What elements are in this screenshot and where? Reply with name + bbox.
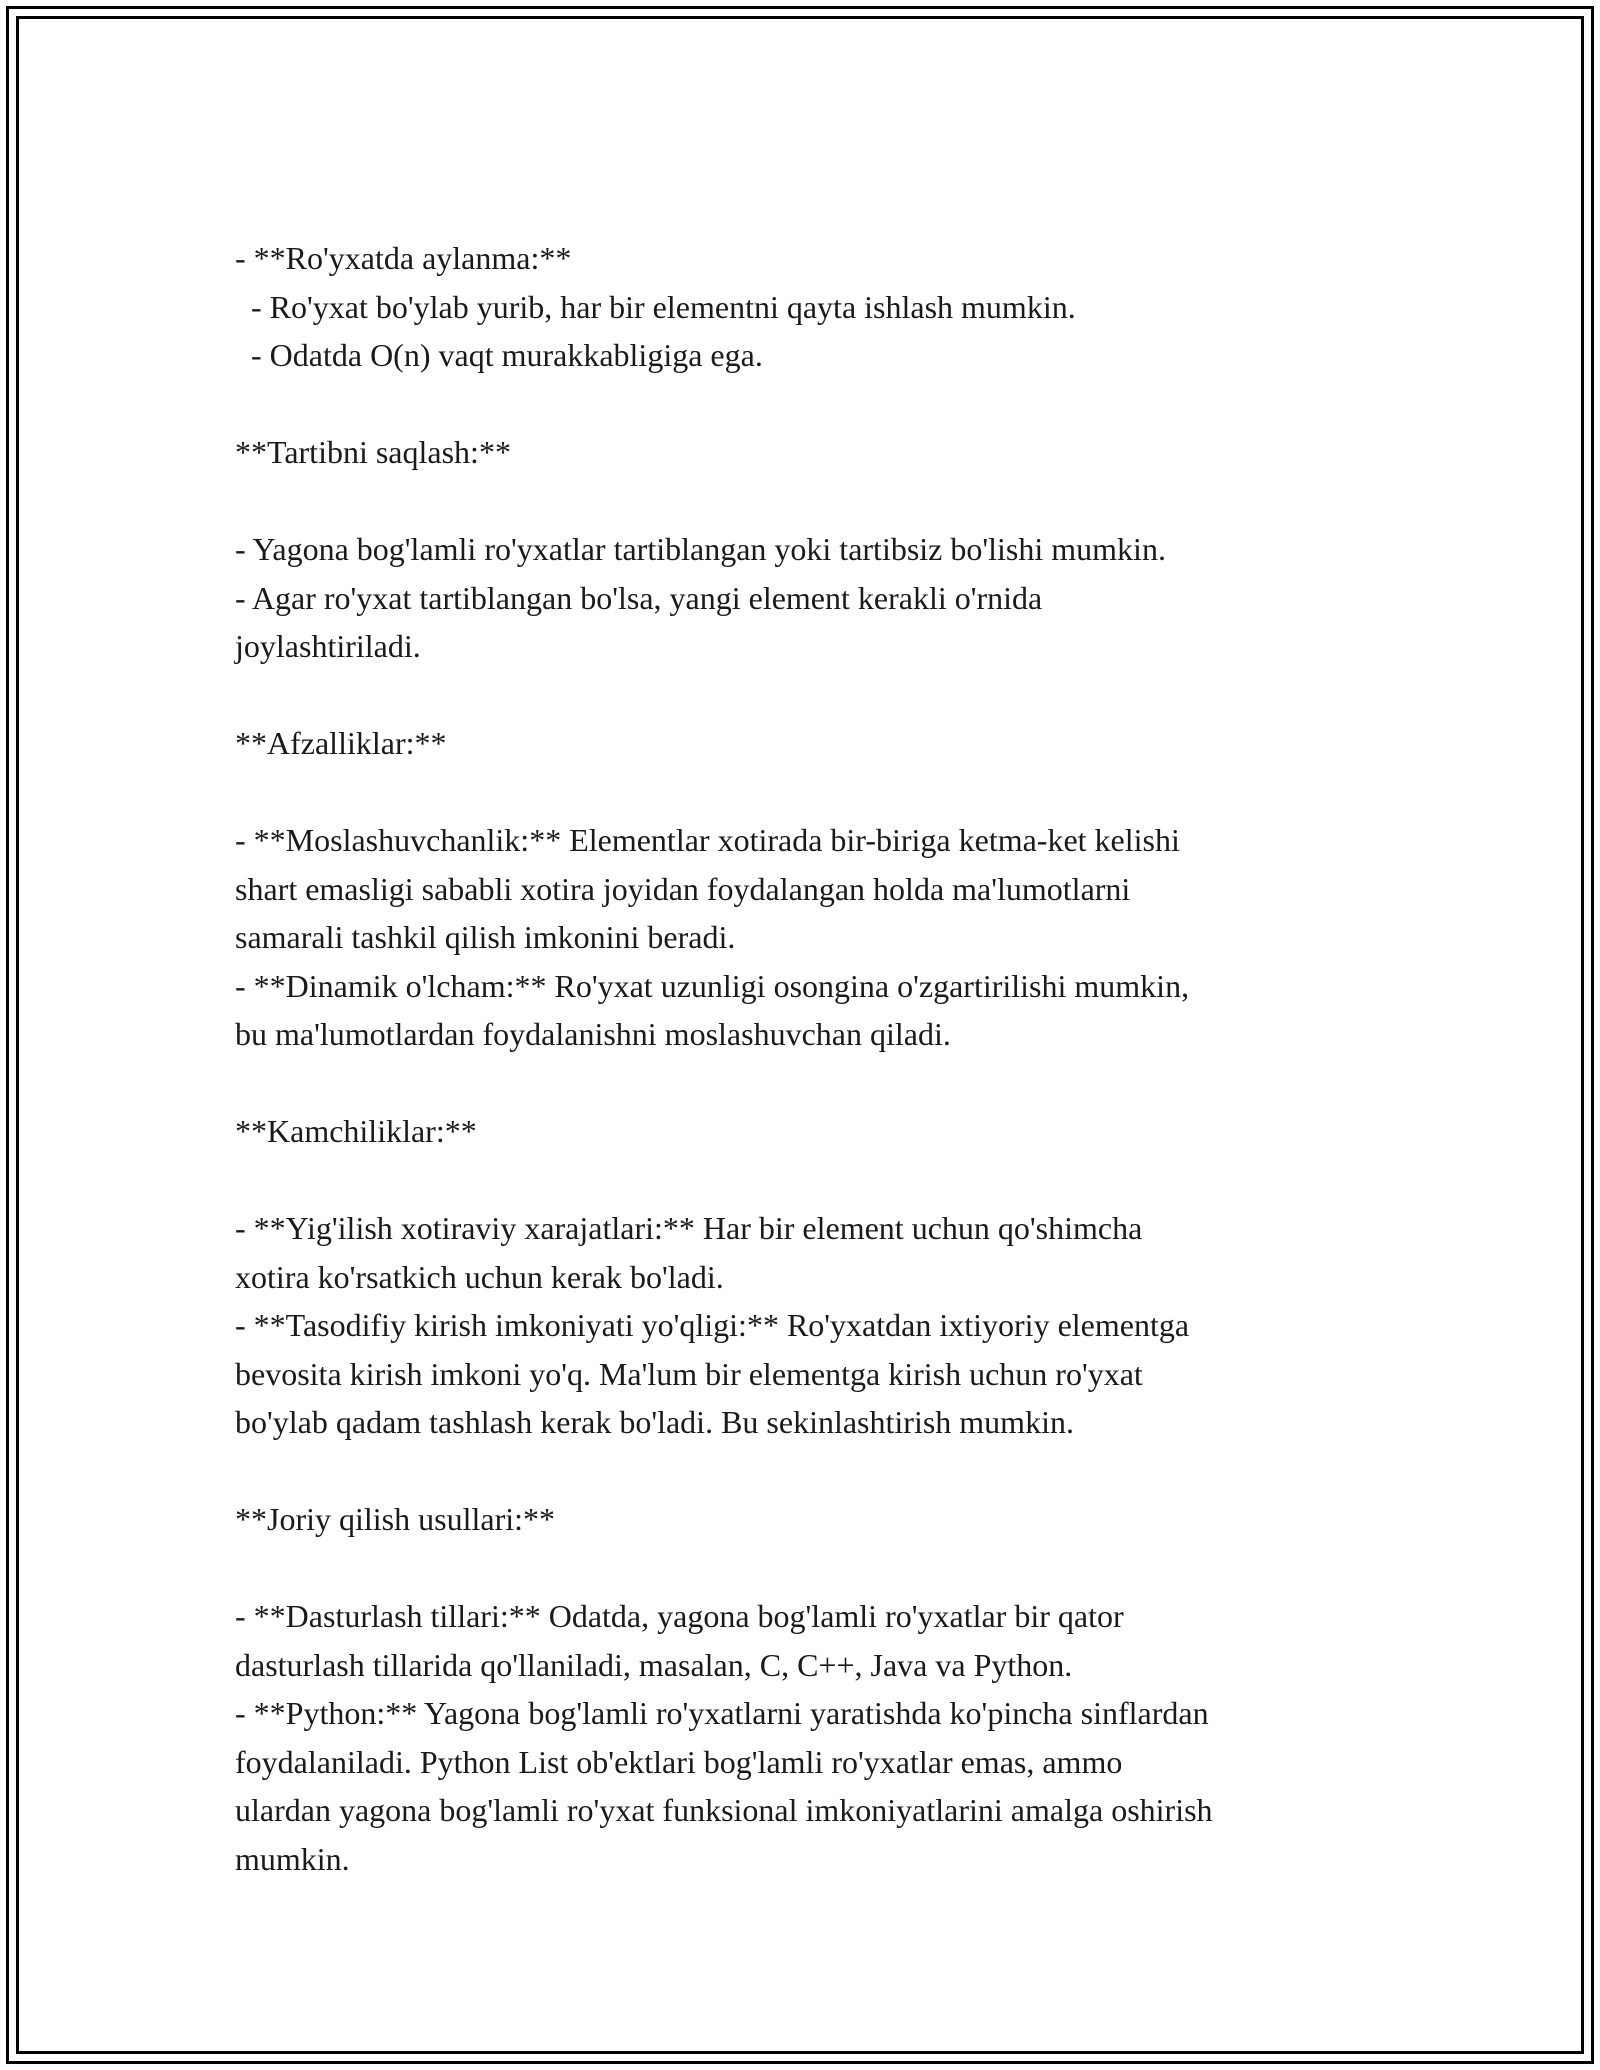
text-line: - **Dinamik o'lcham:** Ro'yxat uzunligi osongina o'zgartirilishi mumkin, [235,967,1190,1004]
text-line: - Agar ro'yxat tartiblangan bo'lsa, yangi element kerakli o'rnida [235,579,1043,616]
text-line: foydalaniladi. Python List ob'ektlari bog'lamli ro'yxatlar emas, ammo [235,1743,1123,1780]
text-line: - **Yig'ilish xotiraviy xarajatlari:** Har bir element uchun qo'shimcha [235,1210,1143,1246]
text-line: joylashtiriladi. [235,628,421,664]
text-line: dasturlash tillarida qo'llaniladi, masalan, C, C++, Java va Python. [235,1646,1073,1683]
text-line [235,1156,1415,1205]
section-heading: **Kamchiliklar:** [235,1113,477,1149]
text-line [235,1059,1415,1108]
text-line: - **Ro'yxatda aylanma:** [235,240,572,276]
text-line: ulardan yagona bog'lamli ro'yxat funksional imkoniyatlarini amalga oshirish [235,1792,1213,1828]
text-line: - Yagona bog'lamli ro'yxatlar tartiblangan yoki tartibsiz bo'lishi mumkin. [235,531,1166,567]
text-line: mumkin. [235,1840,350,1877]
text-line: samarali tashkil qilish imkonini beradi. [235,919,736,955]
text-line: shart emasligi sababli xotira joyidan foydalangan holda ma'lumotlarni [235,870,1131,907]
text-line: - **Dasturlash tillari:** Odatda, yagona bog'lamli ro'yxatlar bir qator [235,1598,1124,1634]
text-line: bu ma'lumotlardan foydalanishni moslashuvchan qiladi. [235,1016,951,1052]
text-line: - **Tasodifiy kirish imkoniyati yo'qligi:** Ro'yxatdan ixtiyoriy elementga [235,1307,1190,1343]
text-line [235,380,1415,429]
text-line: - Odatda O(n) vaqt murakkabligiga ega. [235,337,763,373]
text-line [235,768,1415,817]
document-body [235,234,1415,1883]
text-line [235,671,1415,720]
section-heading: **Joriy qilish usullari:** [235,1501,555,1537]
text-line: - Ro'yxat bo'ylab yurib, har bir elementni qayta ishlash mumkin. [235,288,1076,325]
text-line [235,1447,1415,1496]
section-heading: **Tartibni saqlash:** [235,434,511,470]
text-line: - **Python:** Yagona bog'lamli ro'yxatlarni yaratishda ko'pincha sinflardan [235,1695,1209,1731]
text-line [235,1544,1415,1593]
text-line: bo'ylab qadam tashlash kerak bo'ladi. Bu sekinlashtirish mumkin. [235,1404,1074,1440]
text-line [235,477,1415,526]
section-heading: **Afzalliklar:** [235,725,447,761]
text-line: bevosita kirish imkoni yo'q. Ma'lum bir elementga kirish uchun ro'yxat [235,1355,1143,1392]
text-line: - **Moslashuvchanlik:** Elementlar xotirada bir-biriga ketma-ket kelishi [235,822,1180,858]
text-line: xotira ko'rsatkich uchun kerak bo'ladi. [235,1258,724,1295]
